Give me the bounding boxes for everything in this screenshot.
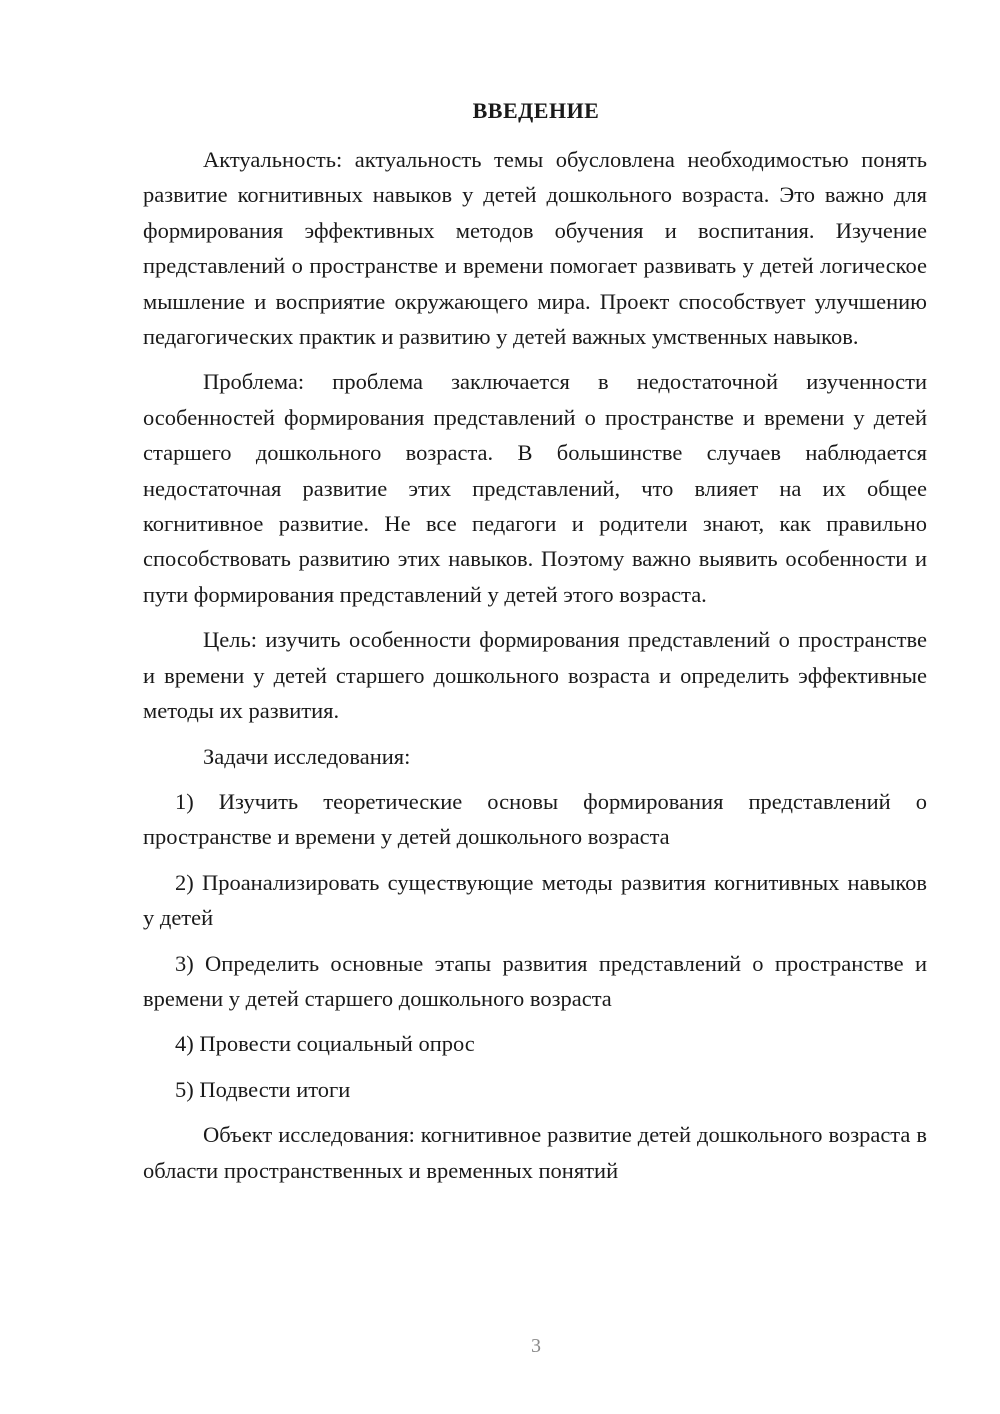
list-item-task-1: 1) Изучить теоретические основы формирования представлений о пространстве и времени у детей дошкольного возраста bbox=[143, 788, 927, 850]
list-item-task-2: 2) Проанализировать существующие методы развития когнитивных навыков у детей bbox=[143, 869, 927, 931]
paragraph-relevance: Актуальность: актуальность темы обусловлена необходимостью понять развитие когнитивных навыков у детей дошкольного возраста. Это важно для формирования эффективных методов обучения и воспитания. Изучение представлений о пространстве и времени помогает развивать у детей логическое мышление и восприятие окружающего мира. Проект способствует улучшению педагогических практик и развитию у детей важных умственных навыков. bbox=[143, 147, 927, 350]
paragraph-object: Объект исследования: когнитивное развитие детей дошкольного возраста в области пространственных и временных понятий bbox=[143, 1122, 927, 1183]
paragraph-goal: Цель: изучить особенности формирования представлений о пространстве и времени у детей старшего дошкольного возраста и определить эффективные методы их развития. bbox=[143, 627, 927, 724]
list-item-task-3: 3) Определить основные этапы развития представлений о пространстве и времени у детей старшего дошкольного возраста bbox=[143, 950, 927, 1011]
list-item-task-5: 5) Подвести итоги bbox=[175, 1076, 351, 1102]
paragraph-tasks-heading: Задачи исследования: bbox=[203, 743, 411, 769]
section-heading: ВВЕДЕНИЕ bbox=[472, 98, 600, 123]
list-item-task-4: 4) Провести социальный опрос bbox=[175, 1031, 475, 1057]
paragraph-problem: Проблема: проблема заключается в недостаточной изученности особенностей формирования представлений о пространстве и времени у детей старшего дошкольного возраста. В большинстве случаев наблюдается недостаточная развитие этих представлений, что влияет на их общее когнитивное развитие. Не все педагоги и родители знают, как правильно способствовать развитию этих навыков. Поэтому важно выявить особенности и пути формирования представлений у детей этого возраста. bbox=[143, 369, 927, 607]
body-text bbox=[143, 142, 927, 1188]
page-number: 3 bbox=[531, 1335, 541, 1357]
